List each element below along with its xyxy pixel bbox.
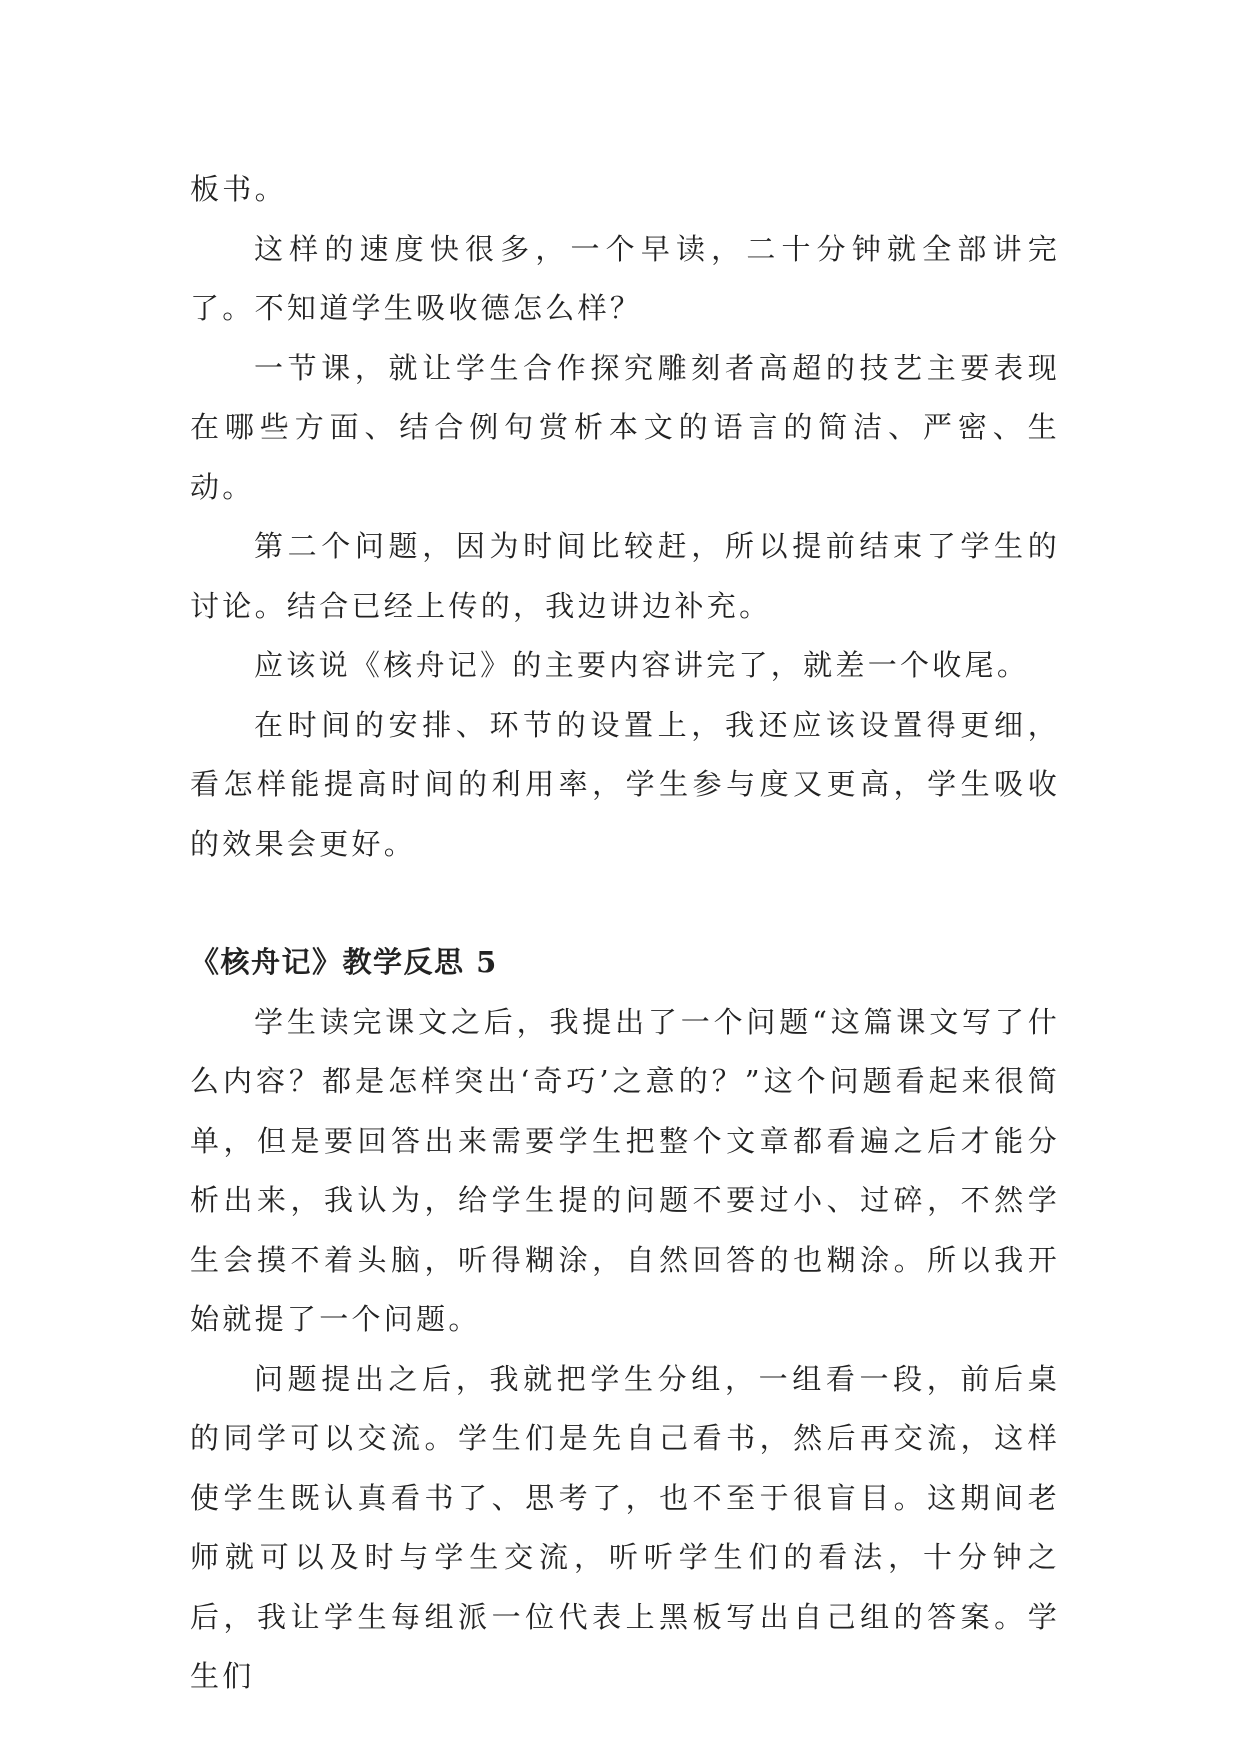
paragraph: 第二个问题，因为时间比较赶，所以提前结束了学生的讨论。结合已经上传的，我边讲边补充。: [190, 529, 1060, 623]
paragraph-continuation: 板书。: [190, 172, 287, 206]
paragraph: 在时间的安排、环节的设置上，我还应该设置得更细，看怎样能提高时间的利用率，学生参与度又更高，学生吸收的效果会更好。: [190, 707, 1060, 861]
paragraph: 学生读完课文之后，我提出了一个问题“这篇课文写了什么内容？都是怎样突出‘奇巧’之意的？”这个问题看起来很简单，但是要回答出来需要学生把整个文章都看遍之后才能分析出来，我认为，给学生提的问题不要过小、过碎，不然学生会摸不着头脑，听得糊涂，自然回答的也糊涂。所以我开始就提了一个问题。: [190, 1004, 1060, 1336]
paragraph: 问题提出之后，我就把学生分组，一组看一段，前后桌的同学可以交流。学生们是先自己看书，然后再交流，这样使学生既认真看书了、思考了，也不至于很盲目。这期间老师就可以及时与学生交流，听听学生们的看法，十分钟之后，我让学生每组派一位代表上黑板写出自己组的答案。学生们: [190, 1361, 1060, 1693]
section-heading: 《核舟记》教学反思 5: [190, 945, 498, 979]
paragraph: 这样的速度快很多，一个早读，二十分钟就全部讲完了。不知道学生吸收德怎么样？: [190, 231, 1060, 325]
paragraph: 一节课，就让学生合作探究雕刻者高超的技艺主要表现在哪些方面、结合例句赏析本文的语言的简洁、严密、生动。: [190, 350, 1060, 504]
text-column: [190, 160, 1060, 1707]
paragraph: 应该说《核舟记》的主要内容讲完了，就差一个收尾。: [254, 648, 1030, 682]
